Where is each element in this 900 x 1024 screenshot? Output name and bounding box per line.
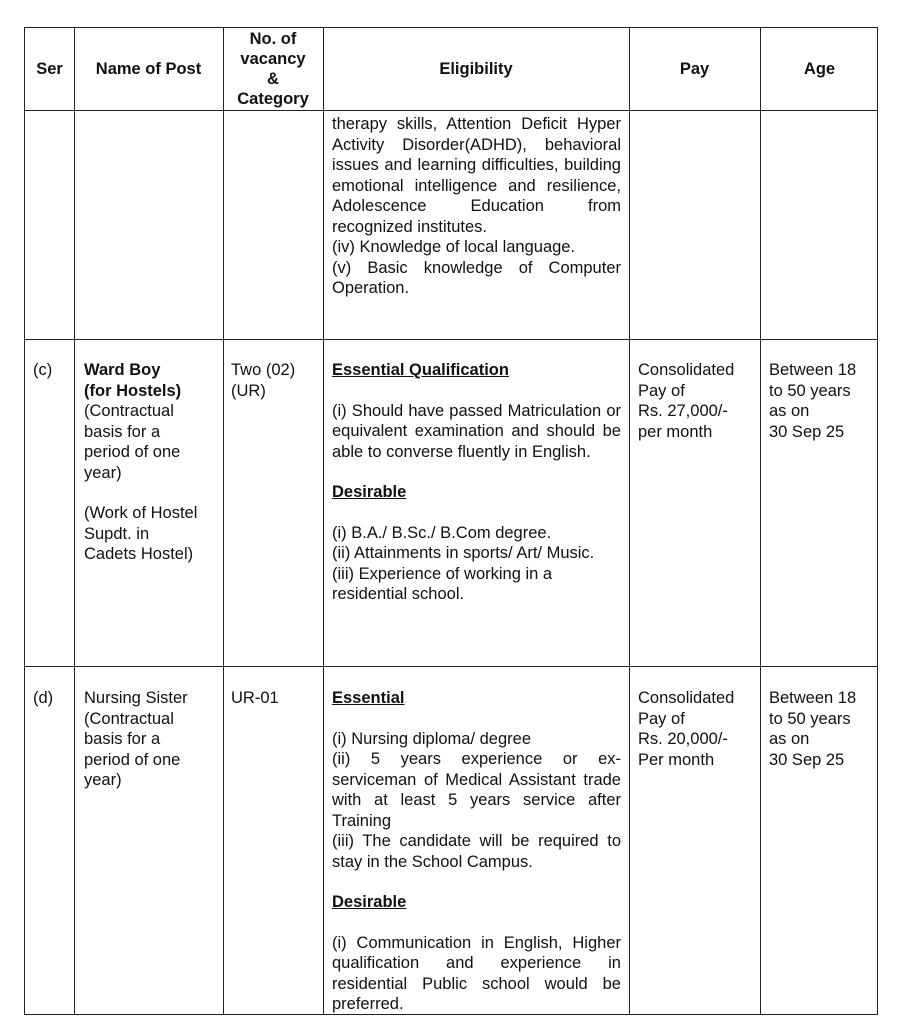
header-vacancy-line: Category bbox=[237, 90, 309, 108]
header-vacancy-line: & bbox=[267, 70, 279, 88]
desirable-item: (iii) Experience of working in a residential school. bbox=[332, 564, 553, 603]
vacancy-value: Two (02) bbox=[231, 361, 296, 379]
row-d-eligibility bbox=[332, 688, 621, 1015]
essential-heading: Essential bbox=[332, 689, 405, 707]
row-divider bbox=[25, 339, 877, 340]
vacancy-value: UR-01 bbox=[231, 689, 279, 707]
row-c-pay bbox=[638, 360, 756, 442]
header-pay: Pay bbox=[679, 59, 710, 78]
pay-line: Pay of bbox=[638, 709, 685, 728]
desirable-text: (i) Communication in English, Higher qualification and experience in residential Public school would be preferred. bbox=[332, 933, 621, 1013]
row-d-ser: (d) bbox=[33, 689, 54, 707]
continuation-text: (v) Basic knowledge of Computer Operation. bbox=[332, 258, 621, 297]
essential-item: (iii) The candidate will be required to stay in the School Campus. bbox=[332, 832, 621, 871]
row-d-pay bbox=[638, 688, 756, 770]
header-vacancy-line: vacancy bbox=[240, 50, 306, 68]
vacancy-table bbox=[24, 27, 878, 1015]
post-note: Supdt. in bbox=[84, 524, 150, 543]
age-line: 30 Sep 25 bbox=[769, 750, 845, 769]
post-detail: basis for a bbox=[84, 730, 161, 748]
pay-line: Rs. 27,000/- bbox=[638, 402, 728, 420]
continuation-text: (iv) Knowledge of local language. bbox=[332, 238, 576, 256]
continuation-eligibility bbox=[332, 114, 621, 299]
desirable-heading: Desirable bbox=[332, 483, 407, 501]
row-divider bbox=[25, 110, 877, 111]
desirable-item: (ii) Attainments in sports/ Art/ Music. bbox=[332, 544, 595, 562]
essential-item: (i) Nursing diploma/ degree bbox=[332, 729, 532, 748]
post-detail: year) bbox=[84, 463, 122, 482]
row-d-post bbox=[84, 688, 219, 791]
post-title: Ward Boy bbox=[84, 361, 161, 379]
row-d-vacancy bbox=[231, 688, 319, 709]
continuation-text: therapy skills, Attention Deficit Hyper Activity Disorder(ADHD), behavioral issues and learning difficulties, building emotional intelligence and resilience, Adolescence Education from recognized institutes. bbox=[332, 115, 621, 236]
age-line: as on bbox=[769, 402, 810, 420]
age-line: as on bbox=[769, 730, 810, 748]
pay-line: Consolidated bbox=[638, 689, 735, 707]
row-divider bbox=[25, 666, 877, 667]
age-line: 30 Sep 25 bbox=[769, 422, 845, 441]
desirable-item: (i) B.A./ B.Sc./ B.Com degree. bbox=[332, 523, 552, 542]
age-line: to 50 years bbox=[769, 709, 851, 728]
essential-qualification-heading: Essential Qualification bbox=[332, 361, 509, 379]
row-c-ser: (c) bbox=[33, 361, 53, 379]
post-note: Cadets Hostel) bbox=[84, 545, 194, 563]
column-divider bbox=[760, 28, 761, 1014]
row-c-post bbox=[84, 360, 219, 565]
header-vacancy-line: No. of bbox=[249, 30, 297, 48]
header-age: Age bbox=[803, 59, 836, 78]
row-c-eligibility bbox=[332, 360, 621, 605]
essential-qualification-text: (i) Should have passed Matriculation or equivalent examination and should be able to converse fluently in English. bbox=[332, 401, 621, 461]
column-divider bbox=[323, 28, 324, 1014]
row-c-age bbox=[769, 360, 877, 442]
row-d-age bbox=[769, 688, 877, 770]
post-detail: period of one bbox=[84, 443, 181, 461]
post-detail: year) bbox=[84, 771, 122, 789]
pay-line: per month bbox=[638, 422, 713, 441]
column-divider bbox=[74, 28, 75, 1014]
header-ser: Ser bbox=[36, 59, 63, 78]
post-detail: (Contractual bbox=[84, 402, 174, 420]
post-detail: period of one bbox=[84, 750, 181, 769]
post-detail: (Contractual bbox=[84, 709, 174, 728]
age-line: to 50 years bbox=[769, 381, 851, 400]
vacancy-category: (UR) bbox=[231, 381, 266, 400]
post-note: (Work of Hostel bbox=[84, 504, 198, 522]
pay-line: Pay of bbox=[638, 381, 685, 400]
age-line: Between 18 bbox=[769, 689, 857, 707]
header-eligibility: Eligibility bbox=[439, 59, 513, 78]
header-name-of-post: Name of Post bbox=[95, 59, 202, 78]
pay-line: Rs. 20,000/- bbox=[638, 730, 728, 748]
post-title: Nursing Sister bbox=[84, 689, 188, 707]
pay-line: Consolidated bbox=[638, 361, 735, 379]
post-detail: basis for a bbox=[84, 422, 161, 441]
desirable-heading: Desirable bbox=[332, 893, 407, 911]
essential-item: (ii) 5 years experience or ex-serviceman of Medical Assistant trade with at least 5 years service after Training bbox=[332, 750, 621, 830]
pay-line: Per month bbox=[638, 750, 715, 769]
post-title: (for Hostels) bbox=[84, 381, 182, 400]
age-line: Between 18 bbox=[769, 361, 857, 379]
column-divider bbox=[223, 28, 224, 1014]
header-vacancy bbox=[223, 28, 323, 110]
row-c-vacancy bbox=[231, 360, 319, 401]
column-divider bbox=[629, 28, 630, 1014]
